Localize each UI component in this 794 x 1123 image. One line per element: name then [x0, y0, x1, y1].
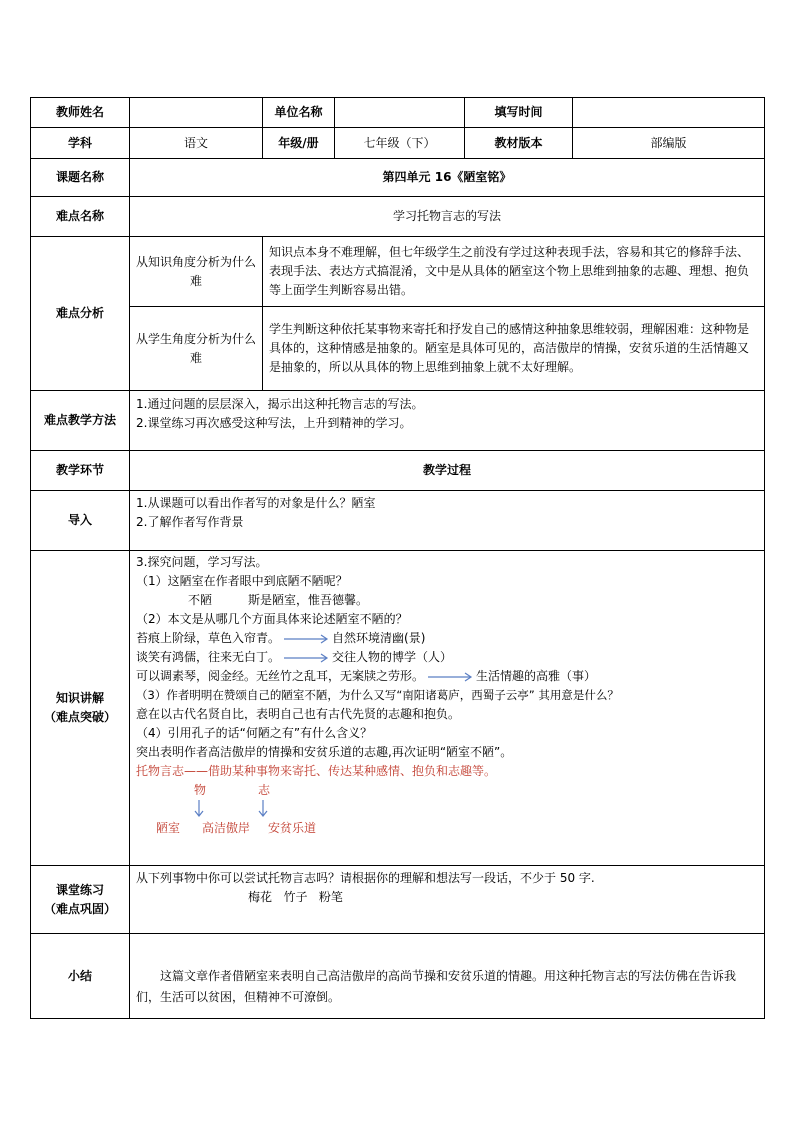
teaching-stage-label: 教学环节: [31, 451, 130, 491]
label-object: 物: [194, 783, 207, 797]
right-arrow-icon: [283, 653, 329, 663]
header-row: [31, 98, 765, 128]
aspect-scenery: 自然环境清幽(景): [332, 631, 426, 645]
lecture-line: （1）这陋室在作者眼中到底陋不陋呢？: [136, 574, 348, 588]
lecture-line: [136, 648, 758, 667]
aspect-people: 交往人物的博学（人）: [332, 650, 453, 664]
lecture-line: [136, 629, 758, 648]
grade-label: 年级/册: [263, 128, 335, 159]
lecture-line: [136, 667, 758, 686]
quote-activities: 可以调素琴，阅金经。无丝竹之乱耳，无案牍之劳形。: [136, 669, 425, 683]
object-ambition-diagram: [136, 781, 758, 839]
term-humble-room: 陋室: [156, 821, 181, 835]
lecture-line: （3）作者明明在赞颂自己的陋室不陋，为什么又写“南阳诸葛庐，西蜀子云亭” 其用意是什么？: [136, 688, 619, 702]
teaching-method-content: [130, 391, 765, 451]
info-row: [31, 128, 765, 159]
lecture-line: （4）引用孔子的话“何陋之有”有什么含义？: [136, 726, 373, 740]
teaching-method-label: 难点教学方法: [31, 391, 130, 451]
lecture-line: 意在以古代名贤自比，表明自己也有古代先贤的志趣和抱负。: [136, 707, 461, 721]
unit-name-label: 单位名称: [263, 98, 335, 128]
answer-not-humble: 不陋: [188, 593, 213, 607]
teaching-process-label: 教学过程: [130, 451, 765, 491]
lesson-title-value: 第四单元 16《陋室铭》: [130, 159, 765, 197]
intro-content: [130, 491, 765, 551]
lecture-line: 3.探究问题，学习写法。: [136, 555, 268, 569]
analysis-knowledge-row: [31, 237, 765, 307]
method-line: 1.通过问题的层层深入，揭示出这种托物言志的写法。: [136, 397, 424, 411]
lecture-line: （2）本文是从哪几个方面具体来论述陋室不陋的？: [136, 612, 408, 626]
right-arrow-icon: [283, 634, 329, 644]
knowledge-angle-text: 知识点本身不难理解，但七年级学生之前没有学过这种表现手法，容易和其它的修辞手法、表现手法、表达方式搞混淆，文中是从具体的陋室这个物上思维到抽象的志趣、理想、抱负等上面学生判断容易出错。: [263, 237, 765, 307]
quote-scenery: 苔痕上阶绿，草色入帘青。: [136, 631, 281, 645]
fill-time-value: [573, 98, 765, 128]
edition-value: 部编版: [573, 128, 765, 159]
aspect-activities: 生活情趣的高雅（事）: [476, 669, 597, 683]
lecture-label-line: 知识讲解: [55, 691, 104, 705]
term-content-poverty: 安贫乐道: [268, 821, 317, 835]
practice-line: 从下列事物中你可以尝试托物言志吗？请根据你的理解和想法写一段话，不少于 50 字.: [136, 871, 595, 885]
fill-time-label: 填写时间: [465, 98, 573, 128]
term-noble: 高洁傲岸: [202, 821, 251, 835]
teacher-name-value: [130, 98, 263, 128]
down-arrow-icon: [254, 800, 272, 818]
student-angle-label: 从学生角度分析为什么难: [130, 307, 263, 391]
difficulty-analysis-label: 难点分析: [31, 237, 130, 391]
method-row: [31, 391, 765, 451]
lesson-plan-table: [30, 97, 765, 1019]
practice-label-line: （难点巩固）: [43, 901, 116, 916]
lecture-line: [136, 591, 758, 610]
subject-value: 语文: [130, 128, 263, 159]
method-line: 2.课堂练习再次感受这种写法，上升到精神的学习。: [136, 416, 412, 430]
practice-content: [130, 866, 765, 934]
process-header-row: [31, 451, 765, 491]
summary-row: [31, 934, 765, 1019]
summary-text: 这篇文章作者借陋室来表明自己高洁傲岸的高尚节操和安贫乐道的情趣。用这种托物言志的写法仿佛在告诉我们，生活可以贫困，但精神不可潦倒。: [130, 934, 765, 1019]
quote-de-xin: 斯是陋室，惟吾德馨。: [248, 593, 369, 607]
lecture-content: [130, 551, 765, 866]
teacher-name-label: 教师姓名: [31, 98, 130, 128]
intro-label: 导入: [31, 491, 130, 551]
lesson-row: [31, 159, 765, 197]
lecture-row: [31, 551, 765, 866]
difficulty-name-label: 难点名称: [31, 197, 130, 237]
intro-row: [31, 491, 765, 551]
lesson-title-label: 课题名称: [31, 159, 130, 197]
practice-label-line: 课堂练习: [55, 882, 104, 897]
practice-label: [31, 866, 130, 934]
difficulty-name-value: 学习托物言志的写法: [130, 197, 765, 237]
difficulty-row: [31, 197, 765, 237]
quote-people: 谈笑有鸿儒，往来无白丁。: [136, 650, 281, 664]
subject-label: 学科: [31, 128, 130, 159]
summary-label: 小结: [31, 934, 130, 1019]
grade-value: 七年级（下）: [335, 128, 465, 159]
lecture-label-line: （难点突破）: [43, 710, 116, 724]
edition-label: 教材版本: [465, 128, 573, 159]
knowledge-angle-label: 从知识角度分析为什么难: [130, 237, 263, 307]
lecture-label: [31, 551, 130, 866]
practice-row: [31, 866, 765, 934]
intro-line: 2.了解作者写作背景: [136, 515, 244, 529]
practice-items: 梅花 竹子 粉笔: [248, 890, 343, 904]
label-ambition: 志: [258, 783, 271, 797]
analysis-student-row: [31, 307, 765, 391]
student-angle-text: 学生判断这种依托某事物来寄托和抒发自己的感情这种抽象思维较弱，理解困难：这种物是具体的，这种情感是抽象的。陋室是具体可见的，高洁傲岸的情操，安贫乐道的生活情趣又是抽象的，所以从具体的物上思维到抽象上就不太好理解。: [263, 307, 765, 391]
unit-name-value: [335, 98, 465, 128]
intro-line: 1.从课题可以看出作者写的对象是什么？陋室: [136, 496, 376, 510]
definition-line: 托物言志——借助某种事物来寄托、传达某种感情、抱负和志趣等。: [136, 764, 497, 778]
lecture-line: 突出表明作者高洁傲岸的情操和安贫乐道的志趣,再次证明“陋室不陋”。: [136, 745, 513, 759]
down-arrow-icon: [194, 800, 204, 818]
right-arrow-icon: [427, 672, 473, 682]
